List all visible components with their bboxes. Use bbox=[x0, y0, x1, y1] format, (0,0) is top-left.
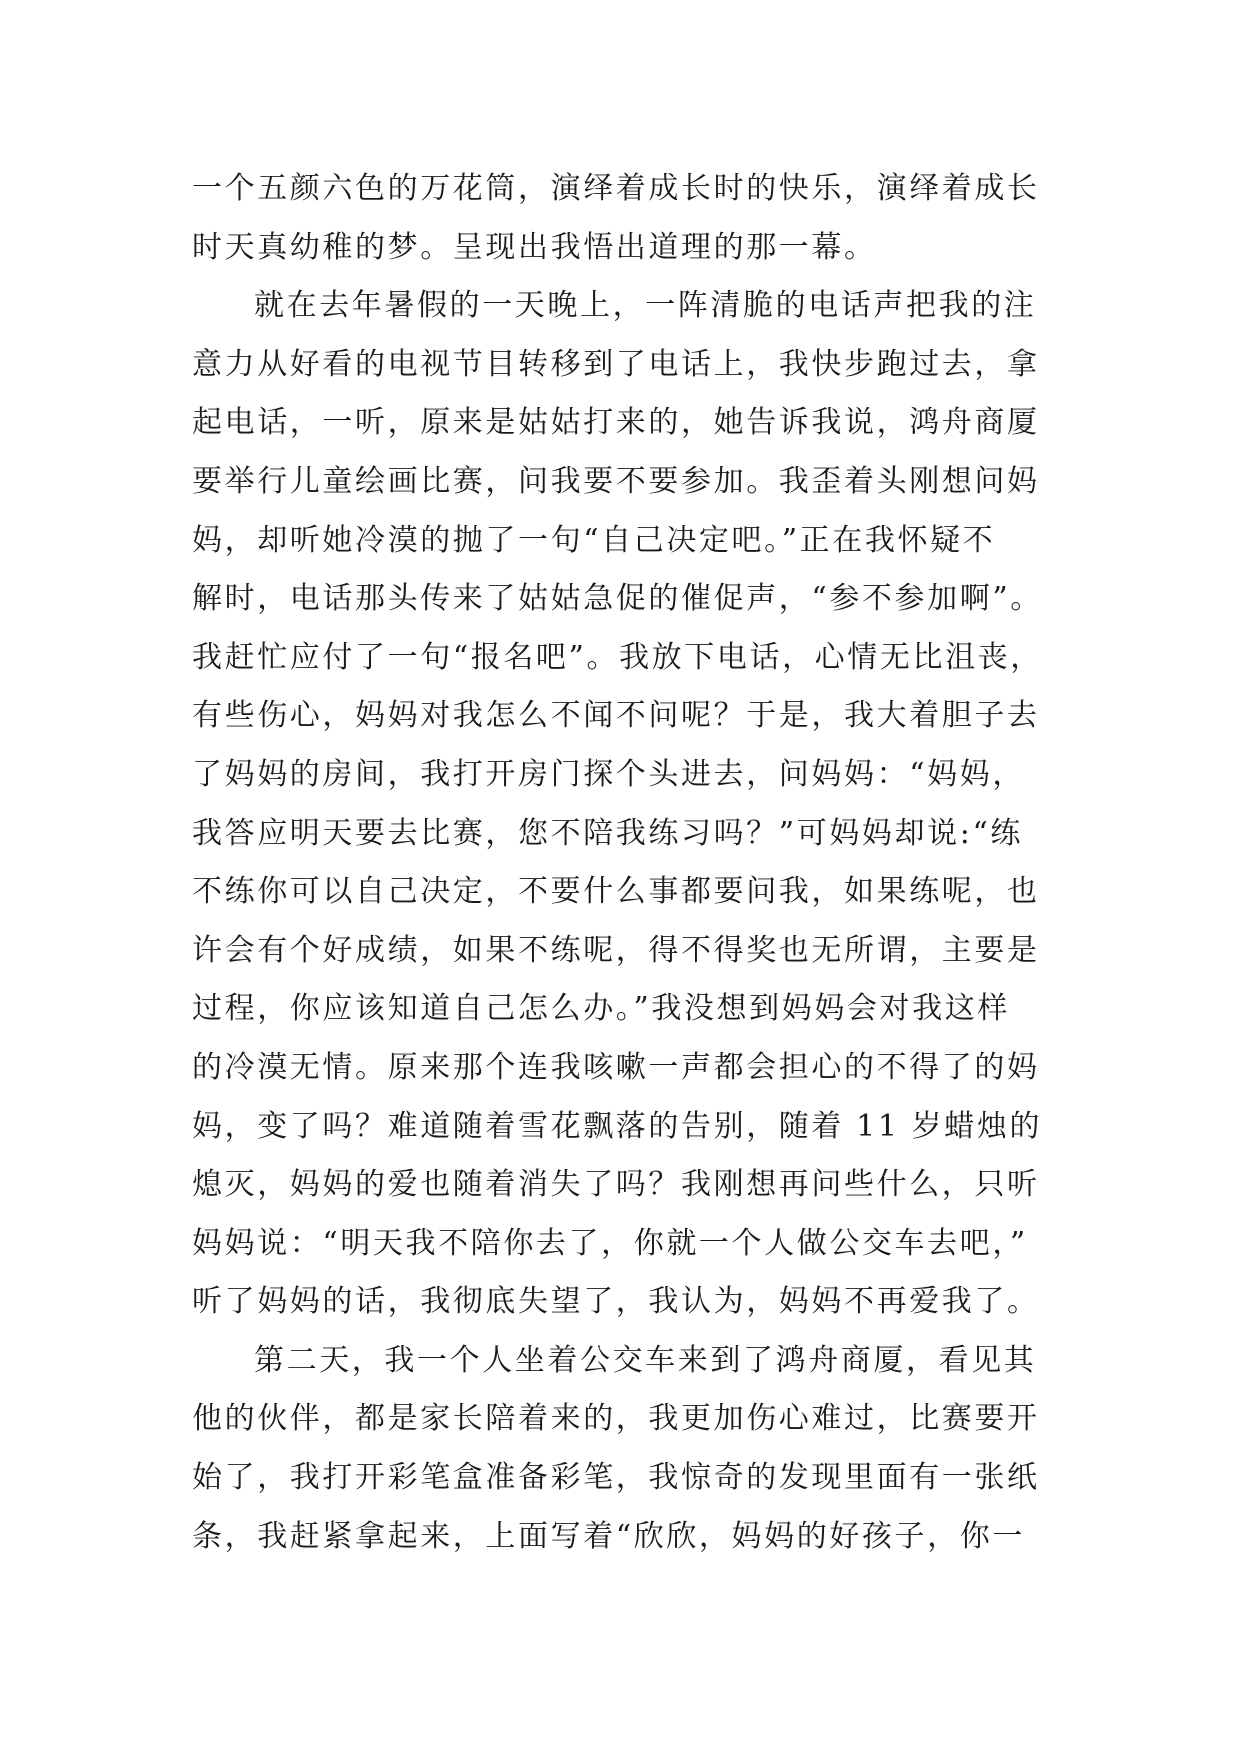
text-line: 解时，电话那头传来了姑姑急促的催促声，“参不参加啊”。 bbox=[192, 581, 1043, 617]
text-line: 听了妈妈的话，我彻底失望了，我认为，妈妈不再爱我了。 bbox=[192, 1284, 1040, 1320]
text-line: 妈妈说：“明天我不陪你去了，你就一个人做公交车去吧，” bbox=[192, 1225, 1028, 1261]
text-line: 过程，你应该知道自己怎么办。”我没想到妈妈会对我这样 bbox=[192, 991, 1010, 1027]
text-line: 不练你可以自己决定，不要什么事都要问我，如果练呢，也 bbox=[192, 874, 1040, 910]
text-line: 他的伙伴，都是家长陪着来的，我更加伤心难过，比赛要开 bbox=[192, 1401, 1040, 1437]
text-line: 许会有个好成绩，如果不练呢，得不得奖也无所谓，主要是 bbox=[192, 932, 1040, 968]
text-line: 时天真幼稚的梦。呈现出我悟出道理的那一幕。 bbox=[192, 229, 877, 265]
text-line: 意力从好看的电视节目转移到了电话上，我快步跑过去，拿 bbox=[192, 346, 1040, 382]
text-line: 一个五颜六色的万花筒，演绎着成长时的快乐，演绎着成长 bbox=[192, 171, 1040, 206]
text-line: 妈，却听她冷漠的抛了一句“自己决定吧。”正在我怀疑不 bbox=[192, 522, 996, 558]
text-line: 妈，变了吗？难道随着雪花飘落的告别，随着 11 岁蜡烛的 bbox=[192, 1108, 1043, 1144]
text-line: 熄灭，妈妈的爱也随着消失了吗？我刚想再问些什么，只听 bbox=[192, 1167, 1040, 1203]
body-text bbox=[192, 160, 1052, 1566]
text-line: 就在去年暑假的一天晚上，一阵清脆的电话声把我的注 bbox=[254, 288, 1037, 324]
text-line: 了妈妈的房间，我打开房门探个头进去，问妈妈：“妈妈， bbox=[192, 756, 1025, 792]
text-line: 第二天，我一个人坐着公交车来到了鸿舟商厦，看见其 bbox=[254, 1342, 1037, 1378]
text-line: 条，我赶紧拿起来，上面写着“欣欣，妈妈的好孩子，你一 bbox=[192, 1518, 1025, 1554]
text-line: 要举行儿童绘画比赛，问我要不要参加。我歪着头刚想问妈 bbox=[192, 463, 1040, 499]
text-line: 的冷漠无情。原来那个连我咳嗽一声都会担心的不得了的妈 bbox=[192, 1049, 1040, 1085]
text-line: 有些伤心，妈妈对我怎么不闻不问呢？于是，我大着胆子去 bbox=[192, 698, 1040, 734]
text-line: 起电话，一听，原来是姑姑打来的，她告诉我说，鸿舟商厦 bbox=[192, 405, 1040, 441]
text-line: 我答应明天要去比赛，您不陪我练习吗？”可妈妈却说:“练 bbox=[192, 815, 1023, 851]
text-line: 我赶忙应付了一句“报名吧”。我放下电话，心情无比沮丧， bbox=[192, 639, 1043, 675]
text-line: 始了，我打开彩笔盒准备彩笔，我惊奇的发现里面有一张纸 bbox=[192, 1460, 1040, 1496]
